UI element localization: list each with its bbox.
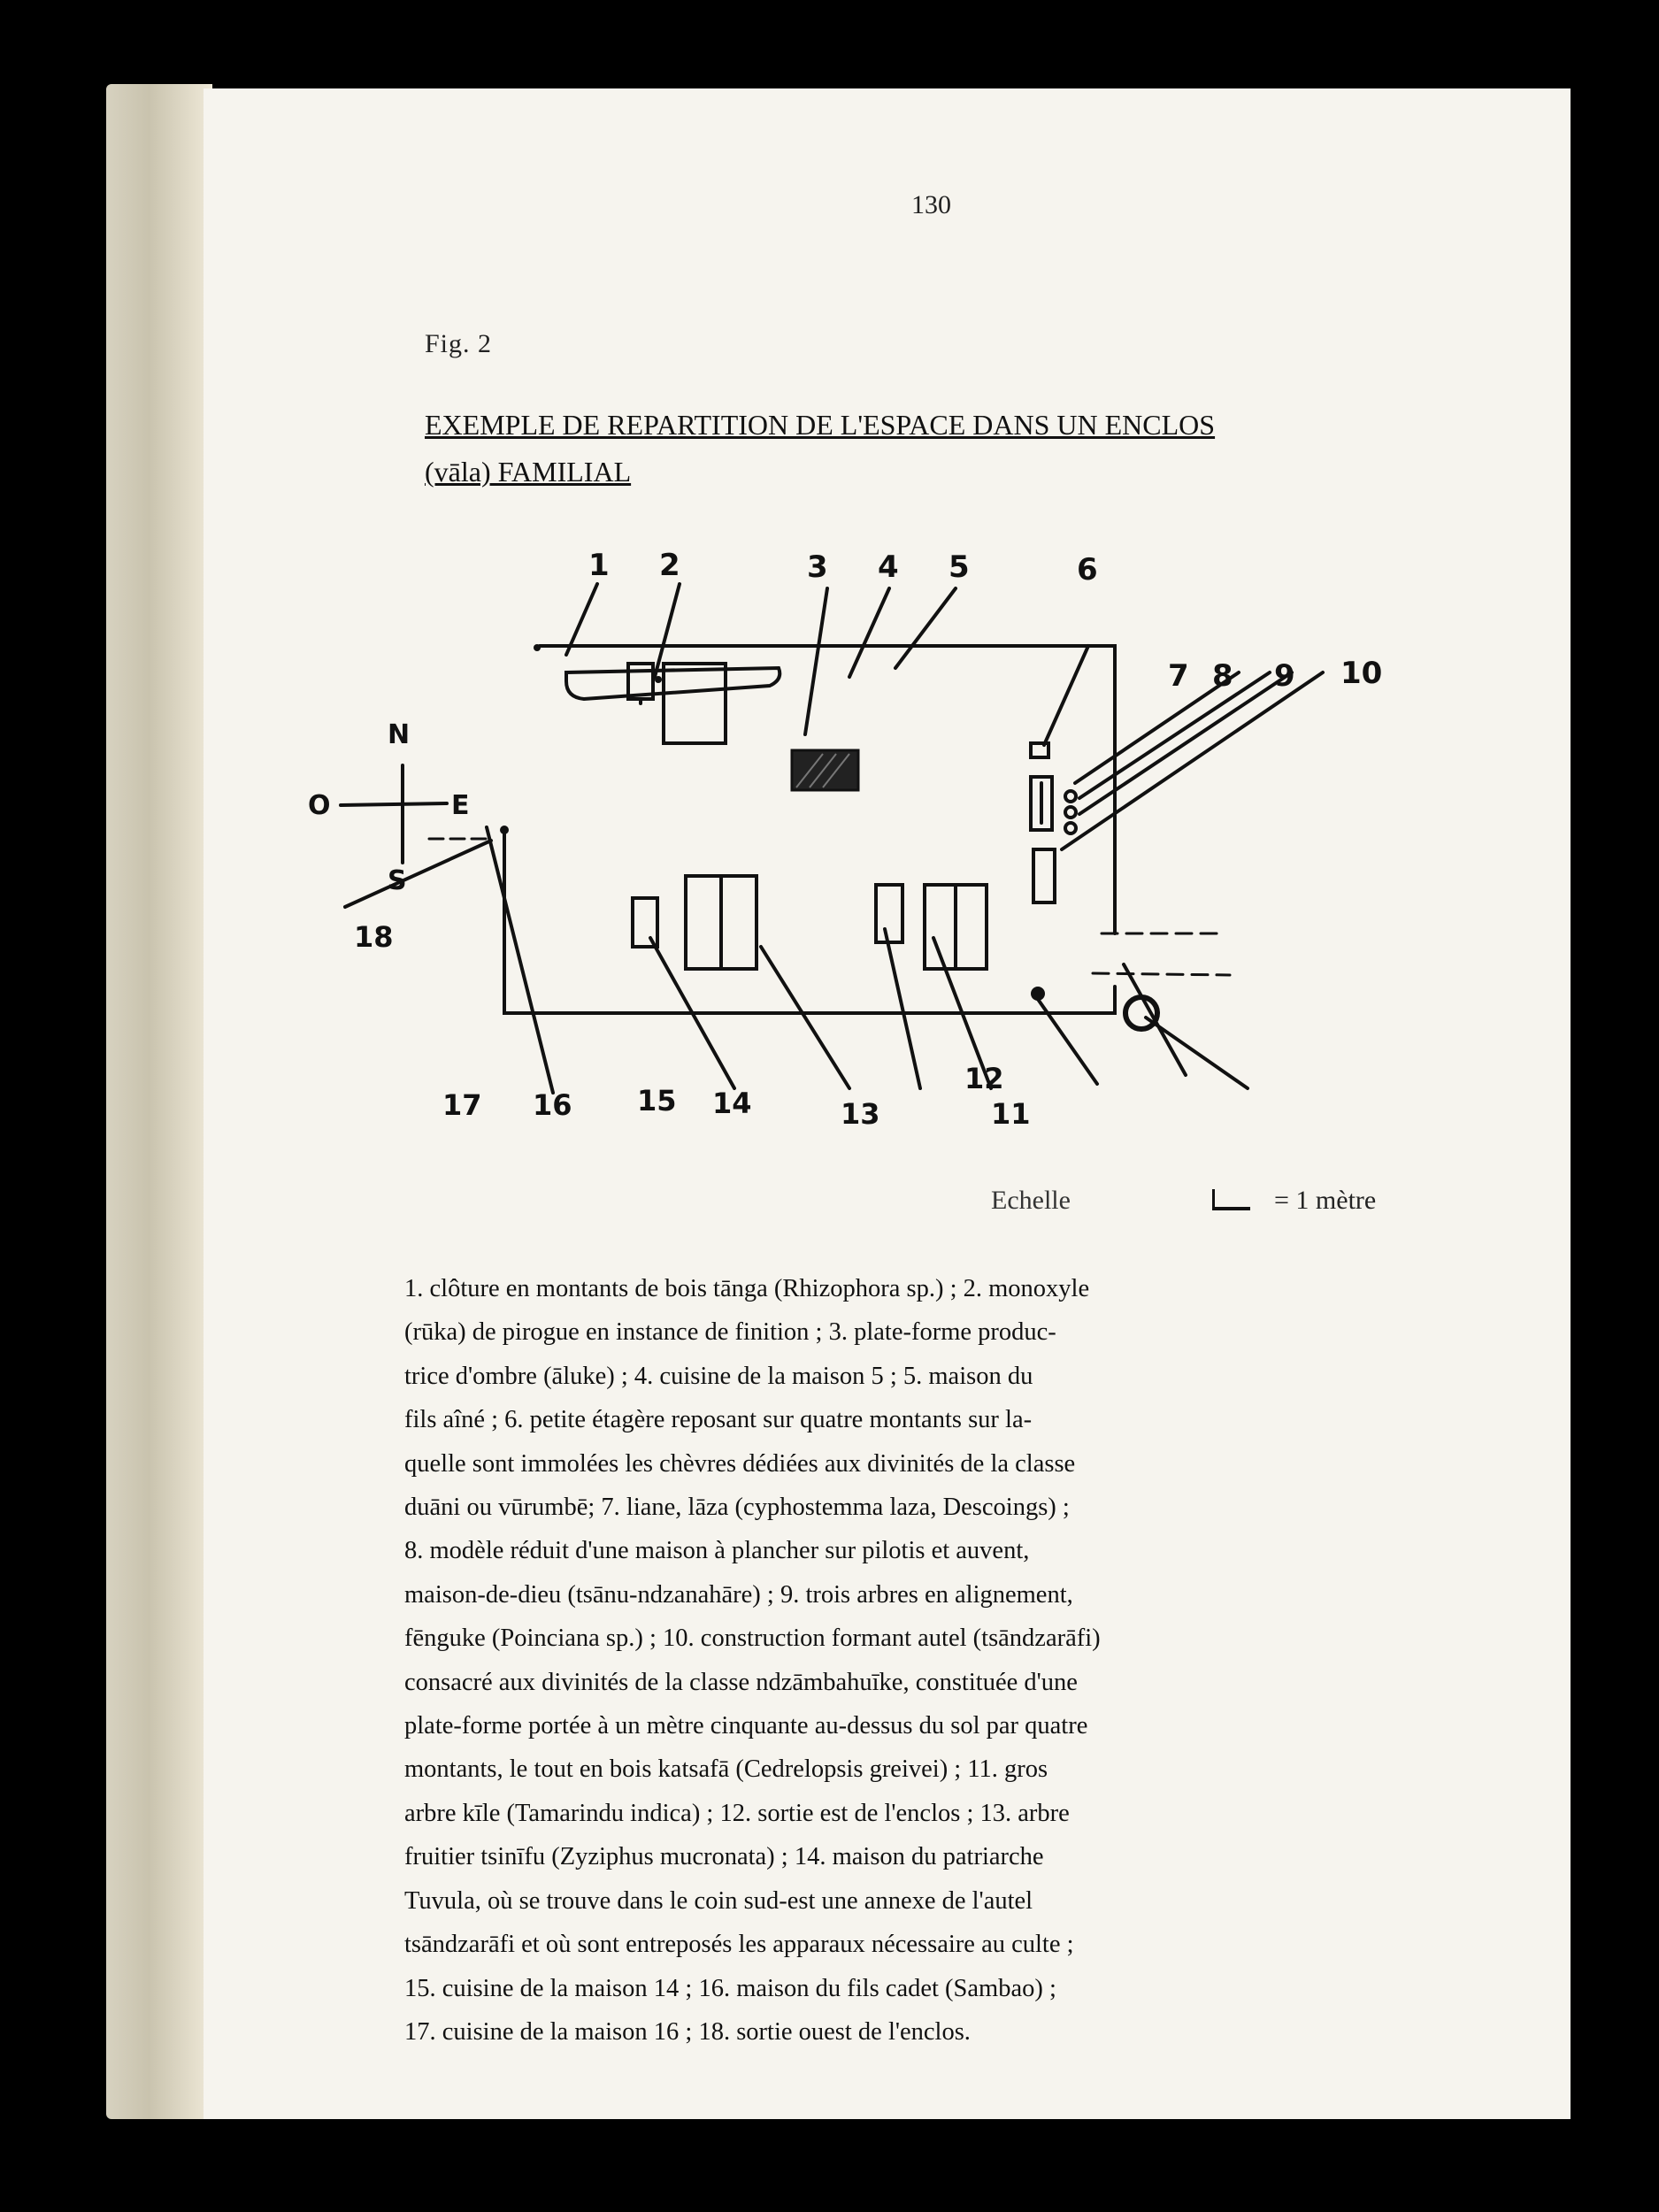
diagram-number-13: 13: [841, 1097, 880, 1131]
legend-line: fils aîné ; 6. petite étagère reposant sur quatre montants sur la-: [404, 1406, 1033, 1434]
scale-label: Echelle: [991, 1186, 1071, 1215]
tree-9b: [1065, 807, 1076, 818]
legend-line: 15. cuisine de la maison 14 ; 16. maison du fils cadet (Sambao) ;: [404, 1974, 1056, 2002]
scale-value: = 1 mètre: [1274, 1186, 1377, 1215]
diagram-number-16: 16: [533, 1088, 572, 1122]
legend-line: trice d'ombre (āluke) ; 4. cuisine de la maison 5 ; 5. maison du: [404, 1362, 1033, 1390]
diagram-number-8: 8: [1212, 658, 1233, 694]
legend-line: 1. clôture en montants de bois tānga (Rhizophora sp.) ; 2. monoxyle: [404, 1275, 1090, 1302]
compass-north: N: [388, 719, 411, 750]
legend-line: quelle sont immolées les chèvres dédiées aux divinités de la classe: [404, 1449, 1076, 1478]
diagram-number-10: 10: [1340, 656, 1383, 691]
diagram-number-11: 11: [991, 1097, 1031, 1131]
legend-line: arbre kīle (Tamarindu indica) ; 12. sortie est de l'enclos ; 13. arbre: [404, 1799, 1070, 1827]
legend-line: montants, le tout en bois katsafā (Cedrelopsis greivei) ; 11. gros: [404, 1755, 1048, 1784]
tree-9a: [1065, 791, 1076, 802]
compass-ew: [341, 803, 447, 805]
legend-line: fruitier tsinīfu (Zyziphus mucronata) ; 14. maison du patriarche: [404, 1843, 1044, 1871]
page-number: 130: [911, 190, 951, 219]
legend-line: tsāndzarāfi et où sont entreposés les apparaux nécessaire au culte ;: [404, 1931, 1074, 1959]
kitchen-17: [633, 898, 657, 947]
compass-south: S: [388, 865, 407, 896]
diagram-number-18: 18: [354, 920, 394, 954]
figure-title-line-1: EXEMPLE DE REPARTITION DE L'ESPACE DANS UN ENCLOS: [425, 409, 1216, 441]
diagram-number-17: 17: [442, 1088, 482, 1122]
legend-line: consacré aux divinités de la classe ndzāmbahuīke, constituée d'une: [404, 1668, 1078, 1696]
legend-line: 8. modèle réduit d'une maison à plancher sur pilotis et auvent,: [404, 1537, 1030, 1565]
enclosure-fence-south: [504, 832, 1115, 1013]
figure-label: Fig. 2: [425, 329, 493, 358]
scale-bar: [1212, 1189, 1250, 1210]
diagram-number-7: 7: [1168, 658, 1189, 694]
legend-line: 17. cuisine de la maison 16 ; 18. sortie ouest de l'enclos.: [404, 2017, 971, 2046]
diagram-number-4: 4: [878, 549, 899, 585]
legend-line: duāni ou vūrumbē; 7. liane, lāza (cyphostemma laza, Descoings) ;: [404, 1494, 1070, 1522]
diagram-number-2: 2: [659, 549, 680, 583]
diagram-number-5: 5: [949, 549, 970, 585]
pirogue: [566, 668, 780, 699]
diagram-number-12: 12: [964, 1062, 1004, 1095]
diagram-number-14: 14: [712, 1087, 752, 1120]
enclosure-diagram: [301, 549, 1433, 1221]
legend-line: (rūka) de pirogue en instance de finition ; 3. plate-forme produc-: [404, 1318, 1056, 1347]
diagram-number-9: 9: [1274, 658, 1295, 694]
legend-line: Tuvula, où se trouve dans le coin sud-est une annexe de l'autel: [404, 1886, 1033, 1915]
east-exit-mark-2: [1093, 973, 1230, 975]
diagram-number-6: 6: [1077, 552, 1098, 588]
figure-title-line-2: (vāla) FAMILIAL: [425, 456, 632, 488]
diagram-number-1: 1: [588, 549, 610, 583]
kitchen-15: [876, 885, 902, 942]
house-5: [664, 664, 726, 743]
altar-10: [1033, 849, 1055, 902]
tree-13: [1031, 987, 1045, 1001]
legend-line: plate-forme portée à un mètre cinquante au-dessus du sol par quatre: [404, 1712, 1088, 1740]
diagram-number-3: 3: [807, 549, 828, 585]
diagram-number-15: 15: [637, 1084, 677, 1118]
legend-text: [404, 1267, 1413, 2054]
tree-9c: [1065, 823, 1076, 833]
book-page-edges: [106, 84, 212, 2119]
compass-west: O: [308, 790, 331, 821]
legend-line: fēnguke (Poinciana sp.) ; 10. construction formant autel (tsāndzarāfi): [404, 1624, 1101, 1653]
legend-line: maison-de-dieu (tsānu-ndzanahāre) ; 9. trois arbres en alignement,: [404, 1580, 1073, 1609]
compass-east: E: [451, 790, 470, 821]
